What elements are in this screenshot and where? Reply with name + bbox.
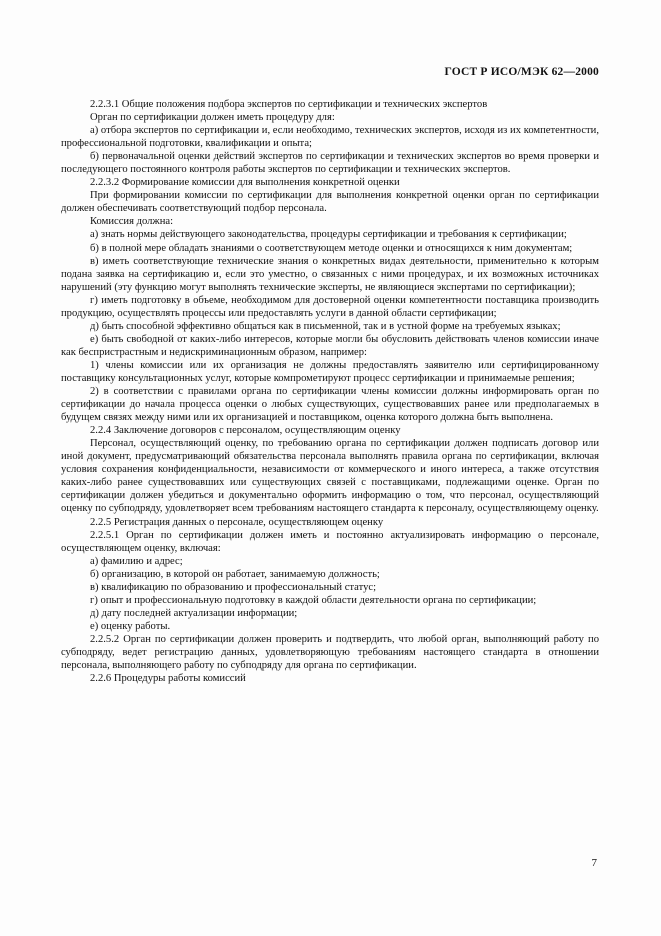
list-item: е) быть свободной от каких-либо интересов, которые могли бы обусловить действовать членов комиссии иначе как беспристрастным и недискриминационным образом, например:: [61, 333, 599, 358]
list-item: г) иметь подготовку в объеме, необходимом для достоверной оценки компетентности поставщика производить продукцию, осуществлять процессы или предоставлять услуги в данной области сертификации;: [61, 294, 599, 319]
list-item: а) отбора экспертов по сертификации и, если необходимо, технических экспертов, исходя из их компетентности, профессиональной подготовки, квалификации и опыта;: [61, 125, 599, 150]
sub-list-item: 2) в соответствии с правилами органа по сертификации члены комиссии должны информировать орган по сертификации до начала процесса оценки о любых существующих, существовавших ранее или предполагаемых в будущем связях между ними или их организацией и поставщиком, оценка которого должна быть выполнена.: [61, 386, 599, 424]
paragraph-2-2-6-heading: 2.2.6 Процедуры работы комиссий: [90, 673, 246, 685]
list-item: д) быть способной эффективно общаться как в письменной, так и в устной форме на требуемых языках;: [90, 320, 561, 332]
document-code-header: ГОСТ Р ИСО/МЭК 62—2000: [444, 66, 599, 78]
paragraph-2-2-5-heading: 2.2.5 Регистрация данных о персонале, осуществляющем оценку: [90, 516, 384, 528]
paragraph: 2.2.5.1 Орган по сертификации должен иметь и постоянно актуализировать информацию о персонале, осуществляющем оценку, включая:: [61, 529, 599, 554]
list-item: д) дату последней актуализации информации;: [90, 607, 298, 619]
paragraph: Персонал, осуществляющий оценку, по требованию органа по сертификации должен подписать договор или иной документ, предусматривающий обязательства персонала выполнять правила органа по сертификации, включая условия сохранения конфиденциальности, независимости от коммерческого и иного интереса, а также отсутствия каких-либо ранее существовавших или существующих связей с поставщиками, подлежащими оценке. Орган по сертификации должен убедиться и документально оформить информацию о том, что персонал, осуществляющий оценку по субподряду, удовлетворяет всем требованиям настоящего стандарта к персоналу, осуществляющему оценку.: [61, 438, 599, 515]
list-item: б) первоначальной оценки действий экспертов по сертификации и технических экспертов во время проверки и последующего постоянного контроля работы экспертов по сертификации и технических экспертов.: [61, 151, 599, 176]
list-item: в) иметь соответствующие технические знания о конкретных видах деятельности, применительно к которым подана заявка на сертификацию и, если это уместно, о связанных с ними процедурах, и их возможных источниках нарушений (эту функцию могут выполнять технические эксперты, не являющиеся экспертами по сертификации);: [61, 255, 599, 293]
list-item: е) оценку работы.: [90, 620, 171, 632]
paragraph: Орган по сертификации должен иметь процедуру для:: [90, 112, 335, 124]
sub-list-item: 1) члены комиссии или их организация не должны предоставлять заявителю или сертифицированному поставщику консультационных услуг, которые компрометируют процесс сертификации и принимаемые решения;: [61, 359, 599, 384]
paragraph: При формировании комиссии по сертификации для выполнения конкретной оценки орган по сертификации должен обеспечивать соответствующий подбор персонала.: [61, 190, 599, 215]
paragraph-2-2-3-2-heading: 2.2.3.2 Формирование комиссии для выполнения конкретной оценки: [90, 177, 400, 189]
paragraph-2-2-3-1-heading: 2.2.3.1 Общие положения подбора экспертов по сертификации и технических экспертов: [90, 99, 488, 110]
list-item: б) организацию, в которой он работает, занимаемую должность;: [90, 568, 380, 580]
paragraph-2-2-4-heading: 2.2.4 Заключение договоров с персоналом, осуществляющим оценку: [90, 425, 401, 437]
paragraph: Комиссия должна:: [90, 216, 174, 228]
list-item: в) квалификацию по образованию и профессиональный статус;: [90, 581, 377, 593]
document-body: [61, 98, 599, 685]
list-item: а) знать нормы действующего законодательства, процедуры сертификации и требования к сертификации;: [90, 229, 567, 241]
list-item: г) опыт и профессиональную подготовку в каждой области деятельности органа по сертификации;: [90, 594, 537, 606]
list-item: б) в полной мере обладать знаниями о соответствующем методе оценки и относящихся к ним документам;: [90, 242, 573, 254]
list-item: а) фамилию и адрес;: [90, 555, 183, 567]
page-number: 7: [591, 857, 597, 869]
paragraph: 2.2.5.2 Орган по сертификации должен проверить и подтвердить, что любой орган, выполняющий работу по субподряду, ведет регистрацию данных, удовлетворяющую требованиям настоящего стандарта в отношении персонала, выполняющего работу по субподряду для органа по сертификации.: [61, 633, 599, 672]
